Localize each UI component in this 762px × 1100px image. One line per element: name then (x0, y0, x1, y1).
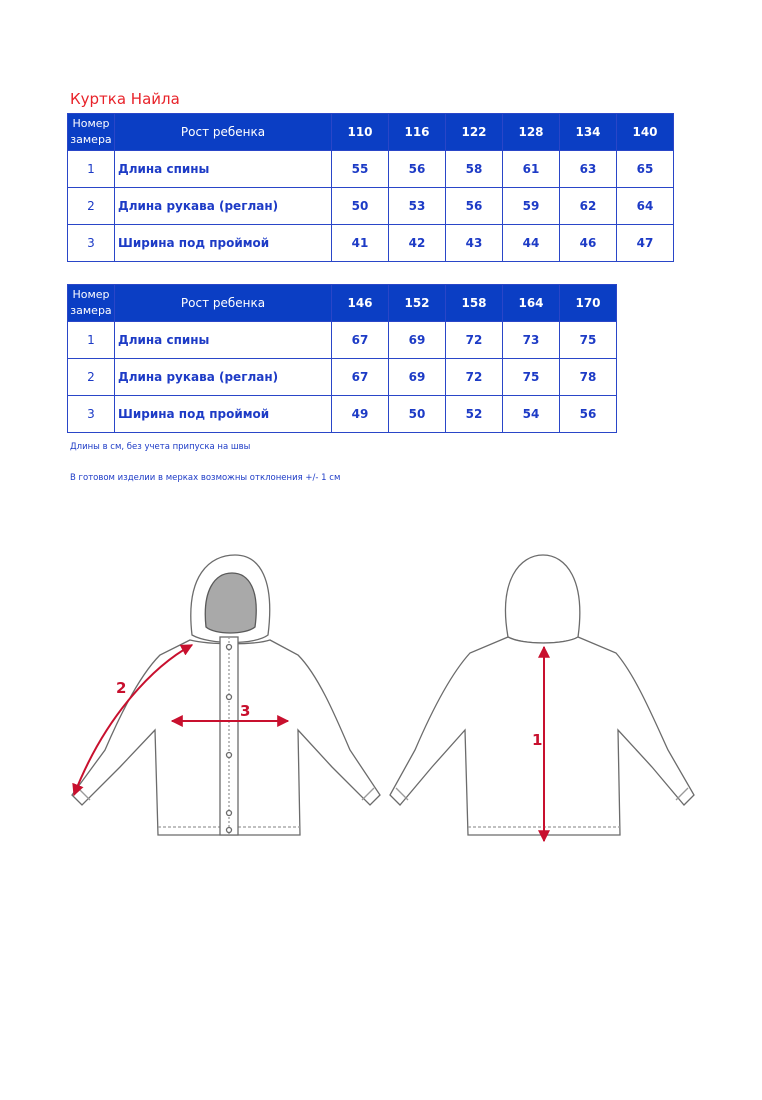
header-size: 128 (503, 114, 560, 151)
row-value: 72 (446, 359, 503, 396)
header-size: 134 (560, 114, 617, 151)
jacket-measurement-figure (60, 545, 710, 855)
row-number: 3 (68, 396, 115, 433)
row-number: 3 (68, 225, 115, 262)
header-size: 158 (446, 285, 503, 322)
header-num-line2: замера (70, 304, 112, 317)
table-row (68, 396, 617, 433)
row-value: 53 (389, 188, 446, 225)
header-size: 164 (503, 285, 560, 322)
row-value: 67 (332, 322, 389, 359)
header-size: 140 (617, 114, 674, 151)
row-value: 49 (332, 396, 389, 433)
row-value: 62 (560, 188, 617, 225)
row-value: 72 (446, 322, 503, 359)
table-row (68, 359, 617, 396)
table-row (68, 322, 617, 359)
row-value: 64 (617, 188, 674, 225)
size-table-1 (67, 113, 674, 262)
row-label: Длина рукава (реглан) (115, 188, 332, 225)
row-value: 55 (332, 151, 389, 188)
row-number: 2 (68, 359, 115, 396)
row-value: 58 (446, 151, 503, 188)
header-size: 152 (389, 285, 446, 322)
row-value: 61 (503, 151, 560, 188)
row-label: Длина спины (115, 322, 332, 359)
size-table-2 (67, 284, 617, 433)
table-header-row (68, 114, 674, 151)
row-value: 50 (389, 396, 446, 433)
row-value: 46 (560, 225, 617, 262)
table-header-row (68, 285, 617, 322)
header-measure-number (68, 114, 115, 151)
header-size: 116 (389, 114, 446, 151)
row-value: 63 (560, 151, 617, 188)
row-value: 52 (446, 396, 503, 433)
row-value: 75 (503, 359, 560, 396)
note-units: Длины в см, без учета припуска на швы (70, 442, 251, 452)
row-value: 56 (389, 151, 446, 188)
header-size: 146 (332, 285, 389, 322)
row-number: 2 (68, 188, 115, 225)
header-num-line1: Номер (72, 117, 110, 130)
row-value: 43 (446, 225, 503, 262)
measurement-label-sleeve: 2 (116, 679, 127, 697)
row-value: 75 (560, 322, 617, 359)
row-number: 1 (68, 322, 115, 359)
row-number: 1 (68, 151, 115, 188)
row-value: 42 (389, 225, 446, 262)
table-row (68, 225, 674, 262)
measurement-label-chest: 3 (240, 702, 251, 720)
row-value: 56 (446, 188, 503, 225)
row-value: 73 (503, 322, 560, 359)
row-value: 69 (389, 322, 446, 359)
row-value: 56 (560, 396, 617, 433)
header-size: 110 (332, 114, 389, 151)
row-value: 50 (332, 188, 389, 225)
row-value: 47 (617, 225, 674, 262)
row-value: 44 (503, 225, 560, 262)
header-num-line1: Номер (72, 288, 110, 301)
header-num-line2: замера (70, 133, 112, 146)
hood-back-outline (506, 555, 580, 643)
header-size: 170 (560, 285, 617, 322)
row-value: 78 (560, 359, 617, 396)
measurement-label-back: 1 (532, 731, 543, 749)
header-height-label: Рост ребенка (115, 285, 332, 322)
row-value: 69 (389, 359, 446, 396)
header-measure-number (68, 285, 115, 322)
header-size: 122 (446, 114, 503, 151)
note-tolerance: В готовом изделии в мерках возможны отклонения +/- 1 см (70, 473, 341, 483)
row-label: Ширина под проймой (115, 396, 332, 433)
product-title: Куртка Найла (70, 90, 180, 108)
row-value: 59 (503, 188, 560, 225)
row-label: Длина спины (115, 151, 332, 188)
row-value: 54 (503, 396, 560, 433)
row-value: 67 (332, 359, 389, 396)
table-row (68, 151, 674, 188)
header-height-label: Рост ребенка (115, 114, 332, 151)
row-value: 41 (332, 225, 389, 262)
row-value: 65 (617, 151, 674, 188)
jacket-back-view (390, 555, 694, 835)
row-label: Ширина под проймой (115, 225, 332, 262)
table-row (68, 188, 674, 225)
row-label: Длина рукава (реглан) (115, 359, 332, 396)
